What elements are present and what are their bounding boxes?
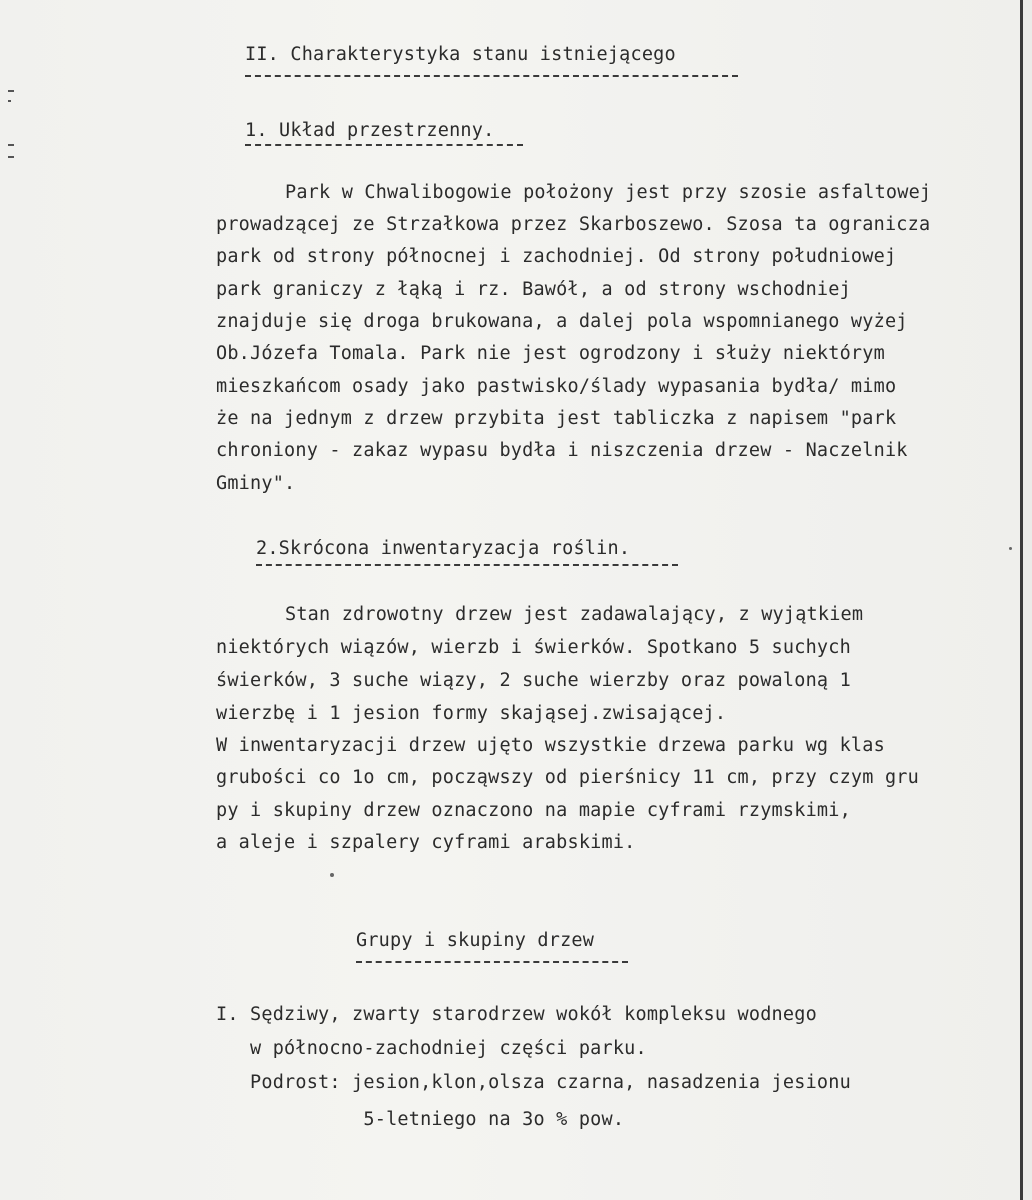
paragraph-line: że na jednym z drzew przybita jest tabliczka z napisem "park <box>216 408 897 429</box>
paragraph-line: wierzbę i 1 jesion formy skająsej.zwisającej. <box>216 703 727 724</box>
paragraph-line: Stan zdrowotny drzew jest zadawalający, z wyjątkiem <box>285 604 864 625</box>
group-item-line: 5-letniego na 3o % pow. <box>216 1109 625 1130</box>
stray-dot <box>1009 547 1012 550</box>
paragraph-line: Ob.Józefa Tomala. Park nie jest ogrodzony i służy niektórym <box>216 343 885 364</box>
paragraph-line: py i skupiny drzew oznaczono na mapie cyframi rzymskimi, <box>216 800 851 821</box>
paragraph-line: grubości co 1o cm, począwszy od pierśnicy 11 cm, przy czym gru <box>216 767 919 788</box>
group-item-line: w północno-zachodniej części parku. <box>216 1038 647 1059</box>
group-item-line: I. Sędziwy, zwarty starodrzew wokół kompleksu wodnego <box>216 1004 817 1025</box>
margin-mark <box>8 156 14 158</box>
subsection-heading-2: 2.Skrócona inwentaryzacja roślin. <box>256 538 631 559</box>
subsection-heading-1: 1. Układ przestrzenny. <box>245 120 495 141</box>
paragraph-line: Park w Chwalibogowie położony jest przy szosie asfaltowej <box>285 182 932 203</box>
subsection-heading-2-underline <box>256 564 678 566</box>
groups-heading: Grupy i skupiny drzew <box>356 930 595 951</box>
paragraph-line: prowadzącej ze Strzałkowa przez Skarboszewo. Szosa ta ogranicza <box>216 214 931 235</box>
groups-heading-rule <box>356 961 628 963</box>
group-item-line: Podrost: jesion,klon,olsza czarna, nasadzenia jesionu <box>216 1072 851 1093</box>
paragraph-line: park od strony północnej i zachodniej. Od strony południowej <box>216 246 897 267</box>
subsection-heading-1-underline <box>245 144 523 146</box>
paragraph-line: mieszkańcom osady jako pastwisko/ślady wypasania bydła/ mimo <box>216 376 897 397</box>
paragraph-line: a aleje i szpalery cyframi arabskimi. <box>216 832 636 853</box>
paragraph-line: świerków, 3 suche wiązy, 2 suche wierzby oraz powaloną 1 <box>216 670 851 691</box>
margin-mark <box>8 100 11 102</box>
section-title: II. Charakterystyka stanu istniejącego <box>245 44 676 65</box>
paragraph-line: Gminy". <box>216 473 296 494</box>
paragraph-line: niektórych wiązów, wierzb i świerków. Spotkano 5 suchych <box>216 637 851 658</box>
paragraph-line: chroniony - zakaz wypasu bydła i niszczenia drzew - Naczelnik <box>216 440 908 461</box>
stray-dot <box>330 873 334 877</box>
section-title-rule <box>245 75 738 77</box>
margin-mark <box>8 144 14 146</box>
paragraph-line: park graniczy z łąką i rz. Bawół, a od strony wschodniej <box>216 279 851 300</box>
paragraph-line: W inwentaryzacji drzew ujęto wszystkie drzewa parku wg klas <box>216 735 885 756</box>
margin-mark <box>8 90 14 92</box>
paragraph-line: znajduje się droga brukowana, a dalej pola wspomnianego wyżej <box>216 311 908 332</box>
